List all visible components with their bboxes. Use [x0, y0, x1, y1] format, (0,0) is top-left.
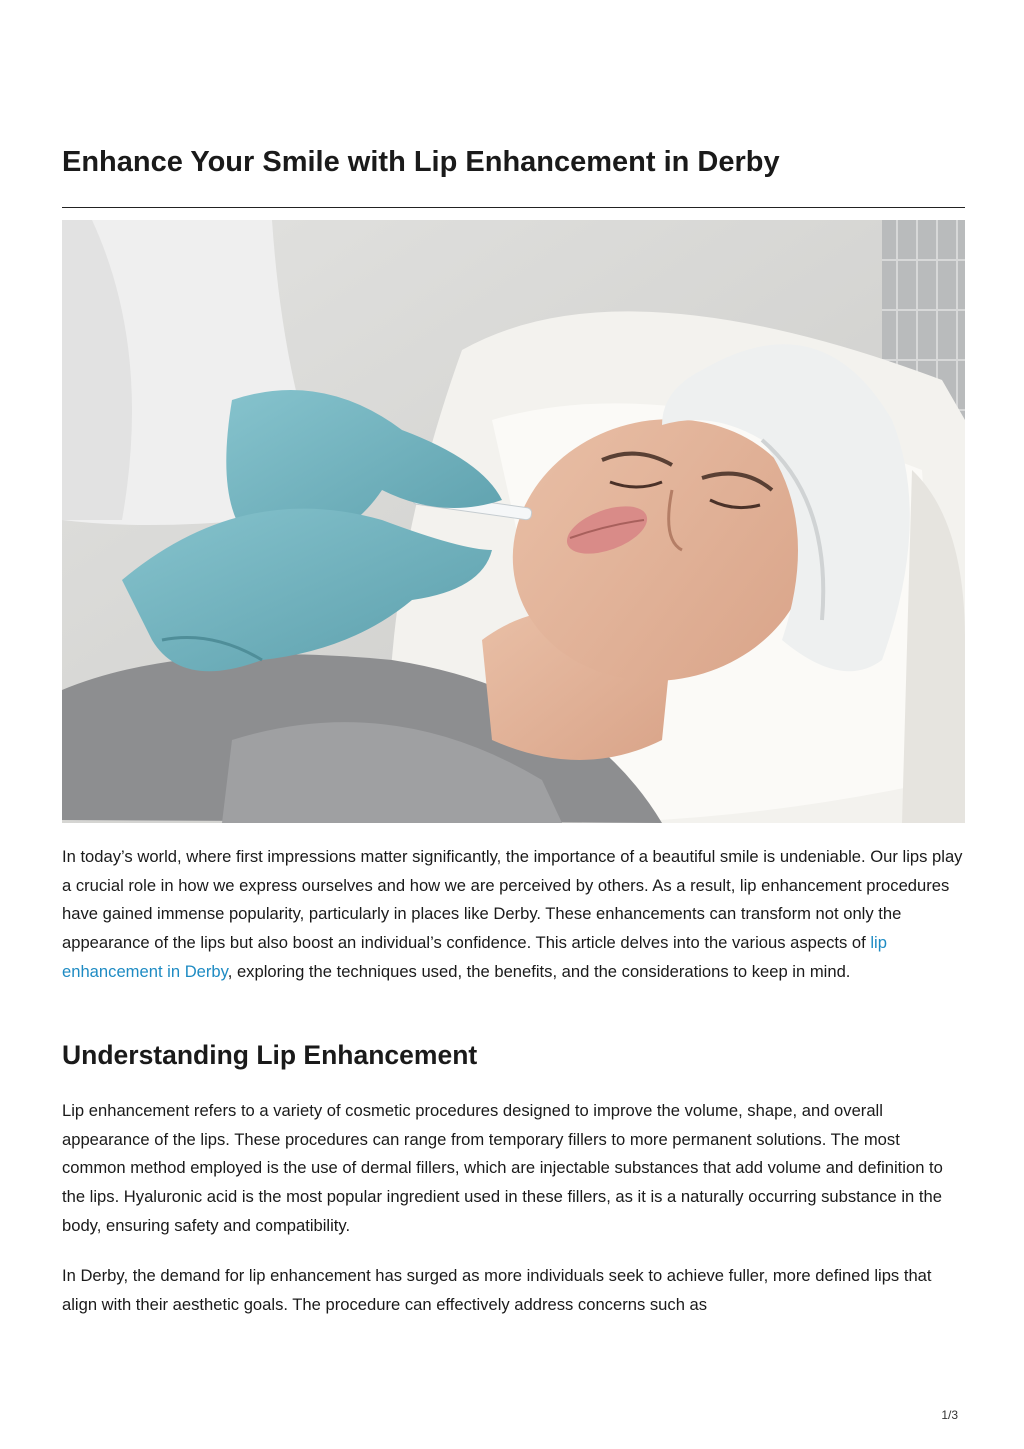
page-title: Enhance Your Smile with Lip Enhancement in Derby — [62, 146, 780, 178]
page-number: 1/3 — [941, 1408, 958, 1422]
hero-image — [62, 220, 965, 823]
title-divider — [62, 207, 965, 208]
section-heading: Understanding Lip Enhancement — [62, 1040, 478, 1070]
lip-enhancement-link[interactable]: lip enhancement in Derby — [62, 933, 887, 981]
body-paragraph-2: In Derby, the demand for lip enhancement has surged as more individuals seek to achieve fuller, more defined lips that align with their aesthetic goals. The procedure can effectively address concerns such as — [62, 1266, 932, 1314]
intro-text-end: , exploring the techniques used, the benefits, and the considerations to keep in mind. — [227, 961, 851, 981]
intro-paragraph — [62, 843, 968, 987]
intro-text: In today’s world, where first impressions matter significantly, the importance of a beautiful smile is undeniable. Our lips play a crucial role in how we express ourselves and how we are perceived by others. As a result, lip enhancement procedures have gained immense popularity, particularly in places like Derby. These enhancements can transform not only the appearance of the lips but also boost an individual’s confidence. This article delves into the various aspects of — [62, 847, 963, 953]
body-paragraph: Lip enhancement refers to a variety of cosmetic procedures designed to improve the volume, shape, and overall appearance of the lips. These procedures can range from temporary fillers to more permanent solutions. The most common method employed is the use of dermal fillers, which are injectable substances that add volume and definition to the lips. Hyaluronic acid is the most popular ingredient used in these fillers, as it is a naturally occurring substance in the body, ensuring safety and compatibility. — [62, 1101, 943, 1235]
